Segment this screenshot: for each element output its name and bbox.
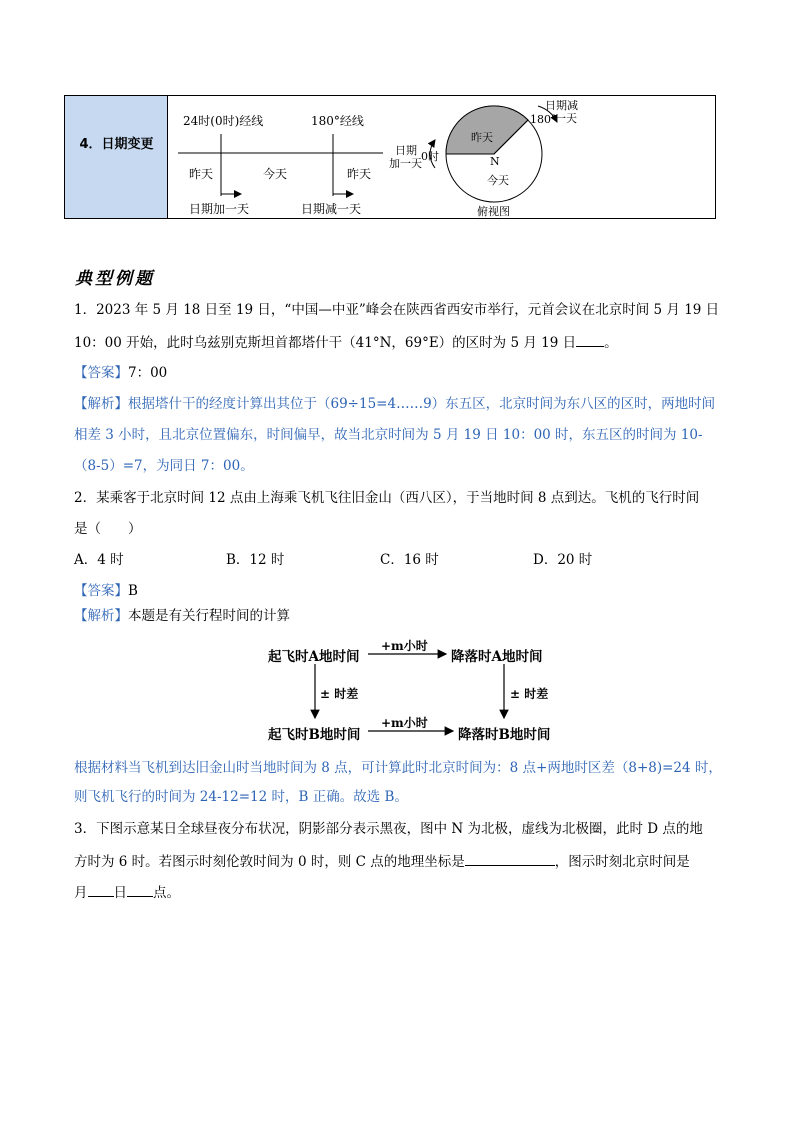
analysis-tag: 【解析】	[74, 396, 128, 412]
circle-yesterday-label: 昨天	[471, 131, 493, 144]
q2-option-c[interactable]: C．16 时	[380, 552, 439, 568]
circle-add-label-1: 日期	[395, 144, 417, 157]
answer-tag: 【答案】	[74, 583, 128, 599]
q2-answer-value: B	[128, 583, 138, 599]
segment-yesterday-right: 昨天	[347, 167, 372, 181]
flow-bl: 起飞时B地时间	[268, 727, 361, 743]
label-24h-meridian: 24时(0时)经线	[183, 114, 264, 128]
table-label: 4．日期变更	[79, 137, 154, 152]
q1-analysis-3: （8-5）=7，为同日 7：00。	[74, 458, 254, 474]
section-title: 典型例题	[75, 269, 155, 289]
q1-analysis-2: 相差 3 小时，且北京位置偏东，时间偏早，故当北京时间为 5 月 19 日 10：00 时，东五区的时间为 10-	[74, 427, 703, 443]
arrow-label-add-day: 日期加一天	[189, 202, 250, 216]
circle-minus-label-1: 日期减	[545, 99, 578, 112]
circle-today-label: 今天	[487, 174, 509, 187]
answer-tag: 【答案】	[74, 365, 128, 381]
circle-add-label-2: 加一天	[389, 157, 422, 170]
q2-after-2: 则飞机飞行的时间为 24-12=12 时，B 正确。故选 B。	[74, 789, 408, 805]
q3-line2-text-b: ，图示时刻北京时间是	[554, 854, 690, 870]
q1-line2-text: 10：00 开始，此时乌兹别克斯坦首都塔什干（41°N，69°E）的区时为 5 月 19 日	[74, 335, 577, 351]
arrow-label-minus-day: 日期减一天	[301, 202, 362, 216]
q3-line1: 3．下图示意某日全球昼夜分布状况，阴影部分表示黑夜，图中 N 为北极，虚线为北极圈，此时 D 点的地	[74, 821, 703, 837]
q2-after-1: 根据材料当飞机到达旧金山时当地时间为 8 点，可计算此时北京时间为：8 点+两地时区差（8+8)=24 时，	[74, 760, 722, 776]
flow-tr: 降落时A地时间	[451, 649, 543, 665]
q1-answer-value: 7：00	[128, 365, 168, 381]
flow-top-label: +m小时	[381, 639, 428, 653]
q2-line1: 2．某乘客于北京时间 12 点由上海乘飞机飞往旧金山（西八区），于当地时间 8 点到达。飞机的飞行时间	[74, 490, 700, 506]
segment-today: 今天	[263, 167, 288, 181]
segment-yesterday-left: 昨天	[189, 167, 214, 181]
q3-hour-blank[interactable]	[127, 882, 153, 897]
flow-right-label: ± 时差	[510, 687, 549, 701]
q3-month-label: 月	[74, 885, 88, 901]
q3-day-label: 日	[113, 885, 127, 901]
q1-line1: 1．2023 年 5 月 18 日至 19 日，“中国—中亚”峰会在陕西省西安市举行，元首会议在北京时间 5 月 19 日	[74, 302, 720, 318]
q3-coordinate-blank[interactable]	[465, 851, 555, 866]
q2-option-b[interactable]: B．12 时	[226, 552, 285, 568]
circle-n-label: N	[490, 155, 500, 168]
q1-analysis-text-1: 根据塔什干的经度计算出其位于（69÷15=4……9）东五区，北京时间为东八区的区时，两地时间	[128, 396, 716, 412]
q2-option-d[interactable]: D．20 时	[533, 552, 593, 568]
flow-tl: 起飞时A地时间	[268, 649, 360, 665]
q3-day-blank[interactable]	[88, 882, 114, 897]
analysis-tag: 【解析】	[74, 608, 128, 624]
circle-minus-label-2: 一天	[555, 112, 577, 125]
q1-line2-end: 。	[604, 335, 618, 351]
q2-analysis-text: 本题是有关行程时间的计算	[128, 608, 290, 624]
q3-hour-label: 点。	[153, 885, 180, 901]
q2-line2: 是（ ）	[74, 521, 142, 537]
flow-bottom-label: +m小时	[381, 716, 428, 730]
q3-line3	[74, 882, 180, 902]
q3-line2-text-a: 方时为 6 时。若图示时刻伦敦时间为 0 时，则 C 点的地理坐标是	[74, 854, 465, 870]
flow-left-label: ± 时差	[320, 687, 359, 701]
circle-180-label: 180°	[530, 113, 557, 126]
circle-zero-label: 0时	[421, 150, 439, 163]
flow-br: 降落时B地时间	[458, 727, 551, 743]
q3-line2	[74, 851, 690, 871]
q2-option-a[interactable]: A．4 时	[74, 552, 124, 568]
label-180-meridian: 180°经线	[311, 114, 364, 128]
circle-caption: 俯视图	[477, 205, 510, 218]
